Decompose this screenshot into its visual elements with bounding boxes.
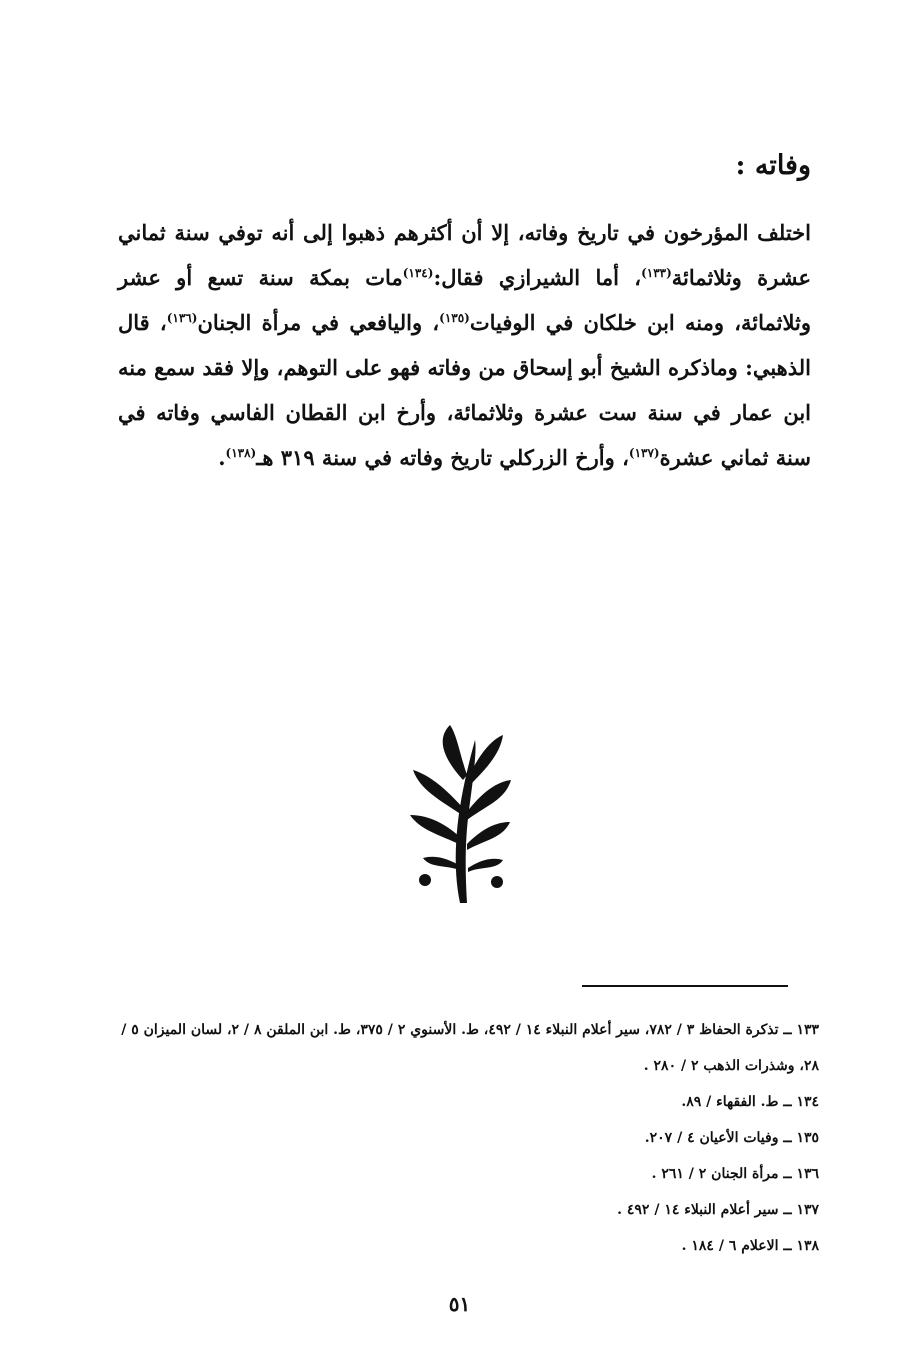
section-heading: وفاته : [735, 150, 811, 181]
footnote-separator [582, 985, 788, 987]
footnote-ref-134[interactable]: (١٣٤) [402, 266, 434, 280]
body-text-7: . [218, 445, 226, 470]
body-text-5: ، قال الذهبي: وماذكره الشيخ أبو إسحاق من وفاته فهو على التوهم، وإلا فقد سمع منه ابن عمار في سنة ست عشرة وثلاثمائة، وأرخ ابن القطان الفاسي وفاته في سنة ثماني عشرة [118, 310, 811, 470]
body-text-4: ، واليافعي في مرأة الجنان [197, 310, 440, 335]
footnote-ref-138[interactable]: (١٣٨) [225, 446, 257, 460]
footnote-136: ١٣٦ ــ مرأة الجنان ٢ / ٢٦١ . [651, 1166, 819, 1182]
body-paragraph [118, 210, 811, 480]
footnote-134: ١٣٤ ــ ط. الفقهاء / ٨٩. [681, 1094, 819, 1110]
page-number: ٥١ [448, 1292, 471, 1316]
footnote-138: ١٣٨ ــ الاعلام ٦ / ١٨٤ . [681, 1238, 819, 1254]
body-text-1: اختلف المؤرخون في تاريخ وفاته، إلا أن أكثرهم ذهبوا إلى أنه توفي سنة ثماني عشرة وثلاثمائة [118, 220, 811, 290]
footnote-ref-135[interactable]: (١٣٥) [439, 311, 470, 325]
footnote-ref-137[interactable]: (١٣٧) [628, 446, 660, 460]
footnotes-list [118, 1012, 819, 1264]
footnote-ref-136[interactable]: (١٣٦) [166, 311, 198, 325]
body-text-3: مات بمكة سنة تسع أو عشر وثلاثمائة، ومنه ابن خلكان في الوفيات [118, 265, 811, 335]
body-text-2: ، أما الشيرازي فقال: [433, 265, 642, 290]
footnote-ref-133[interactable]: (١٣٣) [641, 266, 672, 280]
floral-ornament-icon [405, 720, 515, 905]
body-text-6: ، وأرخ الزركلي تاريخ وفاته في سنة ٣١٩ هـ [256, 445, 629, 470]
footnote-135: ١٣٥ ــ وفيات الأعيان ٤ / ٢٠٧. [644, 1130, 819, 1146]
footnote-133: ١٣٣ ــ تذكرة الحفاظ ٣ / ٧٨٢، سير أعلام النبلاء ١٤ / ٤٩٢، ط. الأسنوي ٢ / ٣٧٥، ط. ابن الملقن ٨ / ٢، لسان الميزان ٥ / ٢٨، وشذرات الذهب ٢ / ٢٨٠ . [121, 1022, 819, 1074]
footnote-137: ١٣٧ ــ سير أعلام النبلاء ١٤ / ٤٩٢ . [617, 1202, 819, 1218]
